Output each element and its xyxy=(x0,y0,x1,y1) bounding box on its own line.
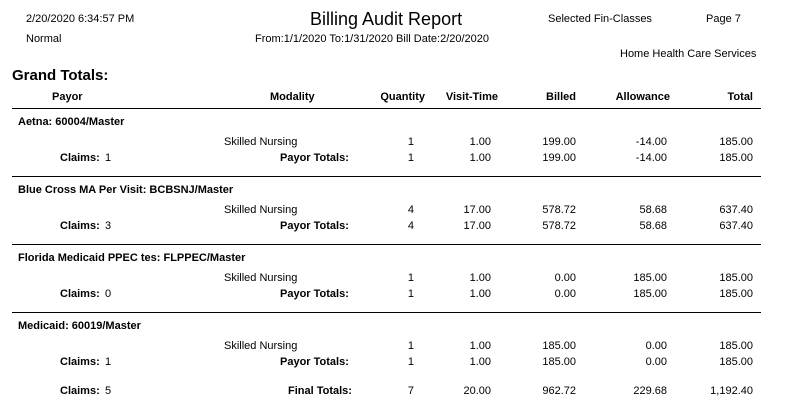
payor-name: Blue Cross MA Per Visit: BCBSNJ/Master xyxy=(18,184,234,196)
totals-quantity: 4 xyxy=(407,220,414,232)
final-allowance: 229.68 xyxy=(633,385,667,397)
report-title: Billing Audit Report xyxy=(310,9,463,29)
totals-allowance: 0.00 xyxy=(645,356,667,368)
final-billed: 962.72 xyxy=(542,385,576,397)
payor-name: Medicaid: 60019/Master xyxy=(18,320,141,332)
totals-quantity: 1 xyxy=(407,356,414,368)
report-date-range: From:1/1/2020 To:1/31/2020 Bill Date:2/20/2020 xyxy=(255,33,490,45)
totals-allowance: -14.00 xyxy=(635,152,667,164)
totals-billed: 185.00 xyxy=(542,356,576,368)
detail-billed: 0.00 xyxy=(554,272,576,284)
detail-allowance: -14.00 xyxy=(635,136,667,148)
final-visit-time: 20.00 xyxy=(463,385,491,397)
detail-modality: Skilled Nursing xyxy=(224,272,298,284)
totals-billed: 578.72 xyxy=(542,220,576,232)
col-visit-time: Visit-Time xyxy=(445,91,498,103)
detail-visit-time: 1.00 xyxy=(469,272,491,284)
report-datetime: 2/20/2020 6:34:57 PM xyxy=(26,13,135,25)
section-title: Grand Totals: xyxy=(12,67,109,84)
detail-visit-time: 1.00 xyxy=(469,136,491,148)
detail-billed: 578.72 xyxy=(542,204,576,216)
payor-totals-label: Payor Totals: xyxy=(280,220,349,232)
claims-label: Claims: xyxy=(60,356,100,368)
page-number: Page 7 xyxy=(706,13,741,25)
detail-total: 637.40 xyxy=(719,204,753,216)
detail-billed: 185.00 xyxy=(542,340,576,352)
col-quantity: Quantity xyxy=(380,91,425,103)
detail-visit-time: 1.00 xyxy=(469,340,491,352)
group-divider xyxy=(12,244,761,245)
col-modality: Modality xyxy=(270,91,315,103)
claims-label: Claims: xyxy=(60,288,100,300)
totals-allowance: 58.68 xyxy=(639,220,667,232)
totals-visit-time: 17.00 xyxy=(463,220,491,232)
totals-total: 637.40 xyxy=(719,220,753,232)
detail-total: 185.00 xyxy=(719,272,753,284)
payor-totals-label: Payor Totals: xyxy=(280,356,349,368)
detail-quantity: 1 xyxy=(407,272,414,284)
detail-total: 185.00 xyxy=(719,136,753,148)
detail-total: 185.00 xyxy=(719,340,753,352)
payor-totals-label: Payor Totals: xyxy=(280,152,349,164)
final-claims-count: 5 xyxy=(105,385,112,397)
detail-billed: 199.00 xyxy=(542,136,576,148)
payor-totals-label: Payor Totals: xyxy=(280,288,349,300)
detail-allowance: 58.68 xyxy=(639,204,667,216)
claims-label: Claims: xyxy=(60,220,100,232)
detail-quantity: 1 xyxy=(407,340,414,352)
detail-visit-time: 17.00 xyxy=(463,204,491,216)
claims-count: 3 xyxy=(105,220,112,232)
agency-name: Home Health Care Services xyxy=(620,48,757,60)
detail-modality: Skilled Nursing xyxy=(224,136,298,148)
totals-billed: 199.00 xyxy=(542,152,576,164)
final-totals-label: Final Totals: xyxy=(288,385,352,397)
totals-total: 185.00 xyxy=(719,356,753,368)
totals-total: 185.00 xyxy=(719,152,753,164)
detail-quantity: 4 xyxy=(407,204,414,216)
group-divider xyxy=(12,312,761,313)
final-total: 1,192.40 xyxy=(710,385,753,397)
payor-name: Aetna: 60004/Master xyxy=(18,116,125,128)
col-payor: Payor xyxy=(52,91,83,103)
col-allowance: Allowance xyxy=(615,91,670,103)
detail-modality: Skilled Nursing xyxy=(224,204,298,216)
detail-modality: Skilled Nursing xyxy=(224,340,298,352)
totals-total: 185.00 xyxy=(719,288,753,300)
totals-billed: 0.00 xyxy=(554,288,576,300)
report-mode: Normal xyxy=(26,33,62,45)
claims-label: Claims: xyxy=(60,152,100,164)
group-divider xyxy=(12,176,761,177)
payor-name: Florida Medicaid PPEC tes: FLPPEC/Master xyxy=(18,252,246,264)
claims-count: 1 xyxy=(105,152,112,164)
detail-quantity: 1 xyxy=(407,136,414,148)
col-billed: Billed xyxy=(546,91,576,103)
header-divider xyxy=(12,108,761,109)
col-total: Total xyxy=(727,91,753,103)
detail-allowance: 185.00 xyxy=(633,272,667,284)
claims-label: Claims: xyxy=(60,385,100,397)
totals-quantity: 1 xyxy=(407,288,414,300)
totals-allowance: 185.00 xyxy=(633,288,667,300)
final-quantity: 7 xyxy=(407,385,414,397)
totals-visit-time: 1.00 xyxy=(469,288,491,300)
selection-label: Selected Fin-Classes xyxy=(548,13,652,25)
claims-count: 1 xyxy=(105,356,112,368)
totals-visit-time: 1.00 xyxy=(469,356,491,368)
totals-visit-time: 1.00 xyxy=(469,152,491,164)
totals-quantity: 1 xyxy=(407,152,414,164)
claims-count: 0 xyxy=(105,288,112,300)
detail-allowance: 0.00 xyxy=(645,340,667,352)
